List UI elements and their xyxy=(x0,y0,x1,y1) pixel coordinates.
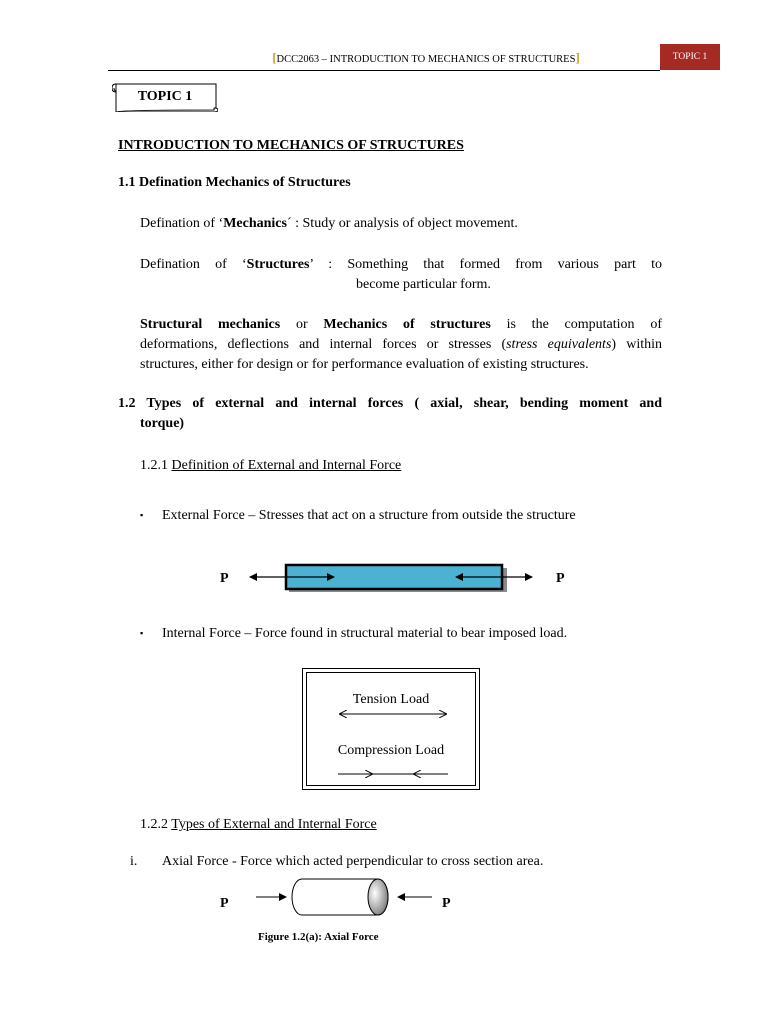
header-bracket-close: ] xyxy=(575,50,580,65)
tension-arrows xyxy=(336,708,450,720)
sub-1-2-2-title: Types of External and Internal Force xyxy=(171,817,377,832)
struct-prefix: Defination of ‘ xyxy=(140,257,247,272)
axial-p-label-left: P xyxy=(220,896,229,911)
p-label-right: P xyxy=(556,571,565,586)
p-label-left: P xyxy=(220,571,229,586)
external-force-beam-diagram xyxy=(246,560,536,596)
para-line2-b: ) within xyxy=(611,337,662,352)
header-rule xyxy=(108,70,660,71)
header-course-text: DCC2063 – INTRODUCTION TO MECHANICS OF STRUCTURES xyxy=(276,54,576,65)
subsection-1-2-2 xyxy=(140,815,377,835)
mechanics-definition xyxy=(140,214,518,234)
external-force-text: External Force – Stresses that act on a structure from outside the structure xyxy=(162,508,576,523)
para-line2-a: deformations, deflections and internal forces or stresses ( xyxy=(140,337,507,352)
subsection-1-2-1 xyxy=(140,456,401,476)
axial-p-label-right: P xyxy=(442,896,451,911)
para-line2-em: stress equivalents xyxy=(506,337,612,352)
mech-prefix: Defination of ‘ xyxy=(140,216,224,231)
compression-load-label: Compression Load xyxy=(337,743,445,758)
cylinder-end-cap xyxy=(368,879,388,915)
struct-term: Structures xyxy=(246,257,310,272)
structural-mechanics-para-line3: structures, either for design or for performance evaluation of existing structures. xyxy=(140,357,589,372)
para-or: or xyxy=(280,317,324,332)
structural-mechanics-para-line1 xyxy=(140,315,662,335)
sub-1-2-1-title: Definition of External and Internal Force xyxy=(171,458,402,473)
sub-1-2-2-num: 1.2.2 xyxy=(140,817,172,832)
section-1-2-heading-line1: 1.2 Types of external and internal forces ( axial, shear, bending moment and xyxy=(118,396,662,411)
para-term1: Structural mechanics xyxy=(140,317,281,332)
section-1-2-heading-line2: torque) xyxy=(140,416,185,431)
para-line1-rest: is the computation of xyxy=(490,317,662,332)
bullet-external: ▪ xyxy=(140,510,144,520)
axial-force-cylinder-diagram xyxy=(250,876,440,920)
section-1-1-heading: 1.1 Defination Mechanics of Structures xyxy=(118,175,351,190)
running-header xyxy=(200,50,652,66)
internal-force-text: Internal Force – Force found in structural material to bear imposed load. xyxy=(162,626,568,641)
struct-def: ’ : Something that formed from various part to xyxy=(309,257,662,272)
structures-definition-cont: become particular form. xyxy=(356,277,491,292)
para-term2: Mechanics of structures xyxy=(323,317,491,332)
page-title: INTRODUCTION TO MECHANICS OF STRUCTURES xyxy=(118,138,464,153)
structures-definition xyxy=(140,255,662,275)
item-i-number: i. xyxy=(130,854,138,869)
header-topic-badge: TOPIC 1 xyxy=(660,44,720,70)
tension-load-label: Tension Load xyxy=(352,692,430,707)
figure-caption: Figure 1.2(a): Axial Force xyxy=(258,931,379,943)
structural-mechanics-para-line2 xyxy=(140,335,662,355)
topic-scroll-label: TOPIC 1 xyxy=(137,89,193,104)
mech-def: ´ : Study or analysis of object movement. xyxy=(286,216,518,231)
compression-arrows xyxy=(336,768,450,780)
mech-term: Mechanics xyxy=(223,216,287,231)
header-bracket-open: [ xyxy=(272,50,277,65)
sub-1-2-1-num: 1.2.1 xyxy=(140,458,172,473)
bullet-internal: ▪ xyxy=(140,628,144,638)
item-i-text: Axial Force - Force which acted perpendicular to cross section area. xyxy=(162,854,544,869)
